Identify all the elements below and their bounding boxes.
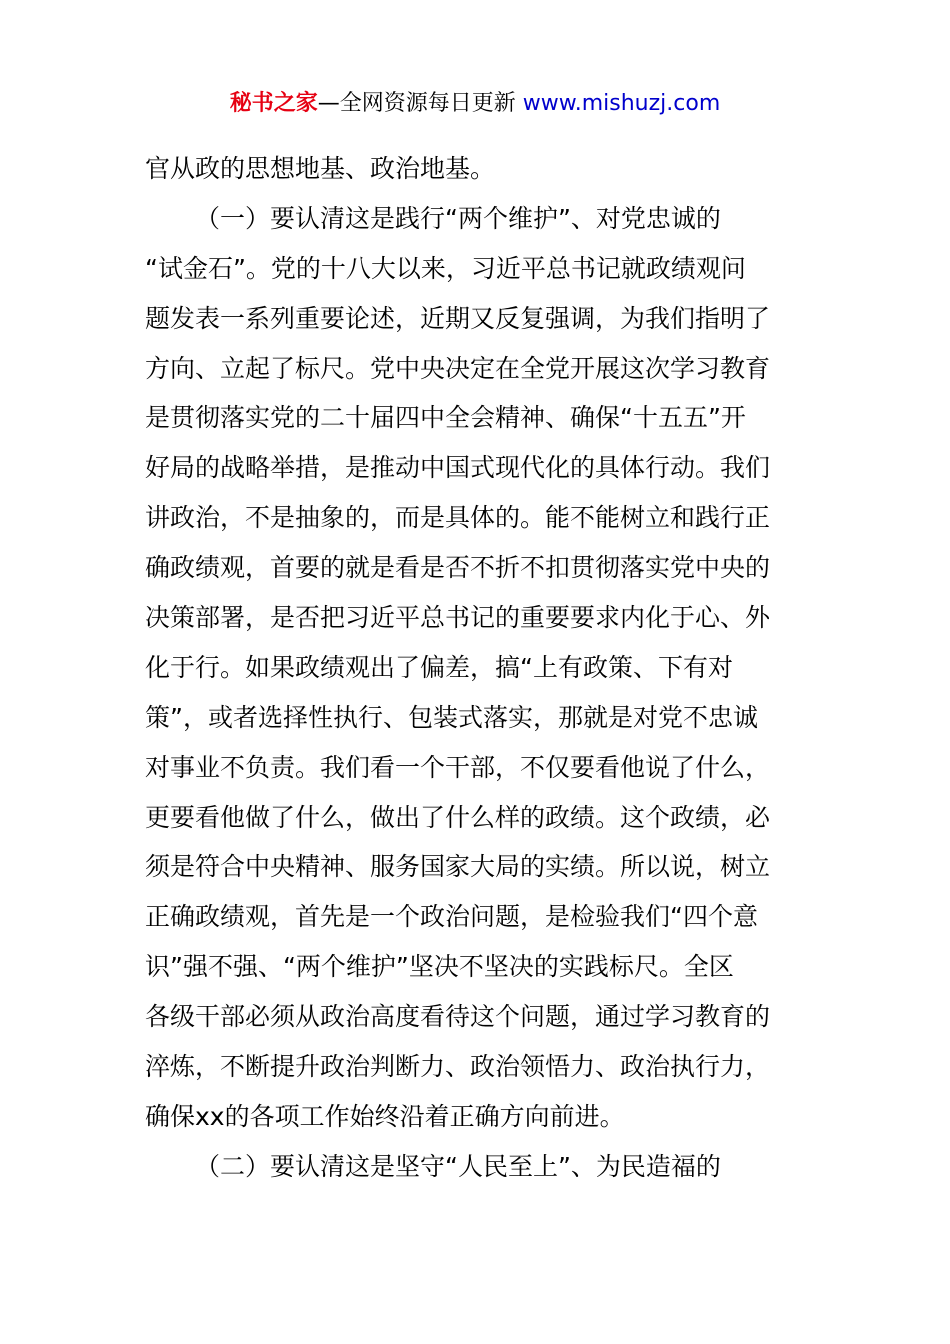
section-heading-2: （二）要认清这是坚守“人民至上”、为民造福的 (195, 1151, 721, 1181)
text-line: 策”，或者选择性执行、包装式落实，那就是对党不忠诚 (145, 702, 758, 732)
site-url-link[interactable]: www.mishuzj.com (522, 91, 721, 116)
section-heading-1: （一）要认清这是践行“两个维护”、对党忠诚的 (195, 203, 721, 233)
text-line: 方向、立起了标尺。党中央决定在全党开展这次学习教育 (145, 353, 771, 383)
header-slogan: —全网资源每日更新 (317, 91, 516, 116)
text-line: 决策部署，是否把习近平总书记的重要要求内化于心、外 (145, 603, 771, 633)
text-line: 是贯彻落实党的二十届四中全会精神、确保“十五五”开 (145, 403, 746, 433)
text-line: 讲政治，不是抽象的，而是具体的。能不能树立和践行正 (145, 503, 771, 533)
text-line: 对事业不负责。我们看一个干部，不仅要看他说了什么， (145, 752, 771, 782)
brand-name: 秘书之家 (229, 91, 318, 116)
text-line: “试金石”。党的十八大以来，习近平总书记就政绩观问 (145, 253, 746, 283)
text-line: 须是符合中央精神、服务国家大局的实绩。所以说，树立 (145, 852, 771, 882)
text-line: 题发表一系列重要论述，近期又反复强调，为我们指明了 (145, 303, 771, 333)
text-line: 化于行。如果政绩观出了偏差，搞“上有政策、下有对 (145, 652, 733, 682)
text-line: 官从政的思想地基、政治地基。 (145, 154, 496, 183)
site-header (0, 86, 950, 122)
text-line: 识”强不强、“两个维护”坚决不坚决的实践标尺。全区 (145, 952, 734, 982)
text-line: 确政绩观，首要的就是看是否不折不扣贯彻落实党中央的 (145, 553, 771, 583)
text-line: 淬炼，不断提升政治判断力、政治领悟力、政治执行力， (145, 1052, 771, 1082)
text-line: 好局的战略举措，是推动中国式现代化的具体行动。我们 (145, 453, 771, 483)
text-line: 更要看他做了什么，做出了什么样的政绩。这个政绩，必 (145, 802, 771, 832)
text-line: 确保xx的各项工作始终沿着正确方向前进。 (145, 1101, 625, 1131)
text-line: 正确政绩观，首先是一个政治问题，是检验我们“四个意 (145, 902, 758, 932)
document-body (145, 144, 815, 1192)
text-line: 各级干部必须从政治高度看待这个问题，通过学习教育的 (145, 1002, 771, 1032)
